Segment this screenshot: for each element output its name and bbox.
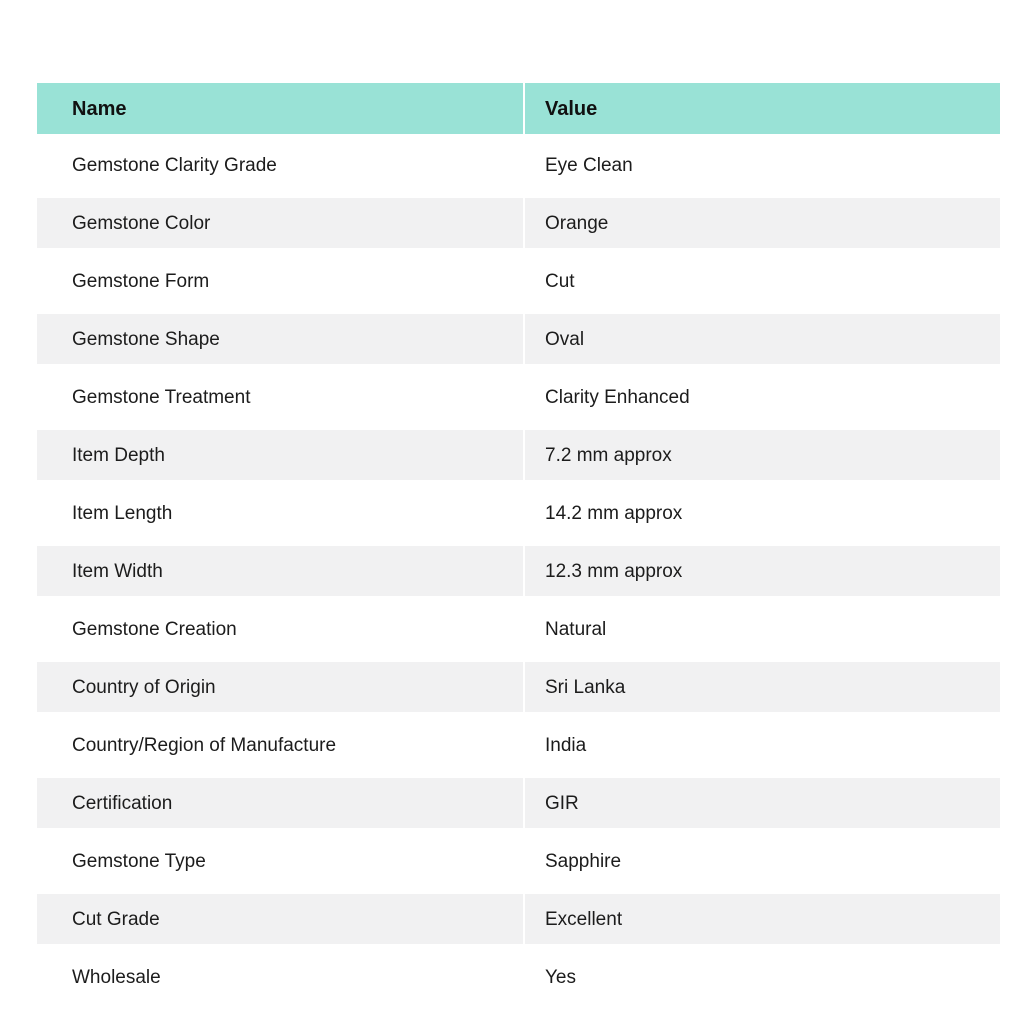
row-value-cell: Oval — [525, 314, 1000, 364]
row-value-cell: Eye Clean — [525, 140, 1000, 190]
table-row — [37, 430, 1000, 480]
row-name-cell: Cut Grade — [37, 894, 523, 944]
table-row — [37, 198, 1000, 248]
row-name-cell: Gemstone Creation — [37, 604, 523, 654]
table-row — [37, 778, 1000, 828]
row-value-cell: Orange — [525, 198, 1000, 248]
row-name-cell: Certification — [37, 778, 523, 828]
table-row — [37, 488, 1000, 538]
table-header-row — [37, 83, 1000, 134]
row-value-cell: 12.3 mm approx — [525, 546, 1000, 596]
row-value-cell: 7.2 mm approx — [525, 430, 1000, 480]
table-body — [37, 140, 1000, 1002]
item-specifics-table — [37, 83, 1000, 1010]
table-row — [37, 140, 1000, 190]
row-name-cell: Country/Region of Manufacture — [37, 720, 523, 770]
row-value-cell: Clarity Enhanced — [525, 372, 1000, 422]
table-row — [37, 604, 1000, 654]
row-value-cell: GIR — [525, 778, 1000, 828]
row-value-cell: Excellent — [525, 894, 1000, 944]
row-name-cell: Gemstone Color — [37, 198, 523, 248]
row-value-cell: Yes — [525, 952, 1000, 1002]
row-value-cell: India — [525, 720, 1000, 770]
table-row — [37, 952, 1000, 1002]
row-name-cell: Gemstone Treatment — [37, 372, 523, 422]
column-header-value: Value — [525, 83, 1000, 134]
table-row — [37, 314, 1000, 364]
table-row — [37, 720, 1000, 770]
table-row — [37, 256, 1000, 306]
row-value-cell: 14.2 mm approx — [525, 488, 1000, 538]
table-row — [37, 894, 1000, 944]
table-row — [37, 372, 1000, 422]
row-value-cell: Natural — [525, 604, 1000, 654]
table-row — [37, 836, 1000, 886]
row-name-cell: Wholesale — [37, 952, 523, 1002]
row-name-cell: Gemstone Clarity Grade — [37, 140, 523, 190]
row-name-cell: Item Width — [37, 546, 523, 596]
row-value-cell: Sapphire — [525, 836, 1000, 886]
row-value-cell: Cut — [525, 256, 1000, 306]
row-value-cell: Sri Lanka — [525, 662, 1000, 712]
column-header-name: Name — [37, 83, 523, 134]
row-name-cell: Gemstone Shape — [37, 314, 523, 364]
row-name-cell: Item Depth — [37, 430, 523, 480]
row-name-cell: Country of Origin — [37, 662, 523, 712]
table-row — [37, 546, 1000, 596]
row-name-cell: Gemstone Form — [37, 256, 523, 306]
row-name-cell: Item Length — [37, 488, 523, 538]
table-row — [37, 662, 1000, 712]
row-name-cell: Gemstone Type — [37, 836, 523, 886]
